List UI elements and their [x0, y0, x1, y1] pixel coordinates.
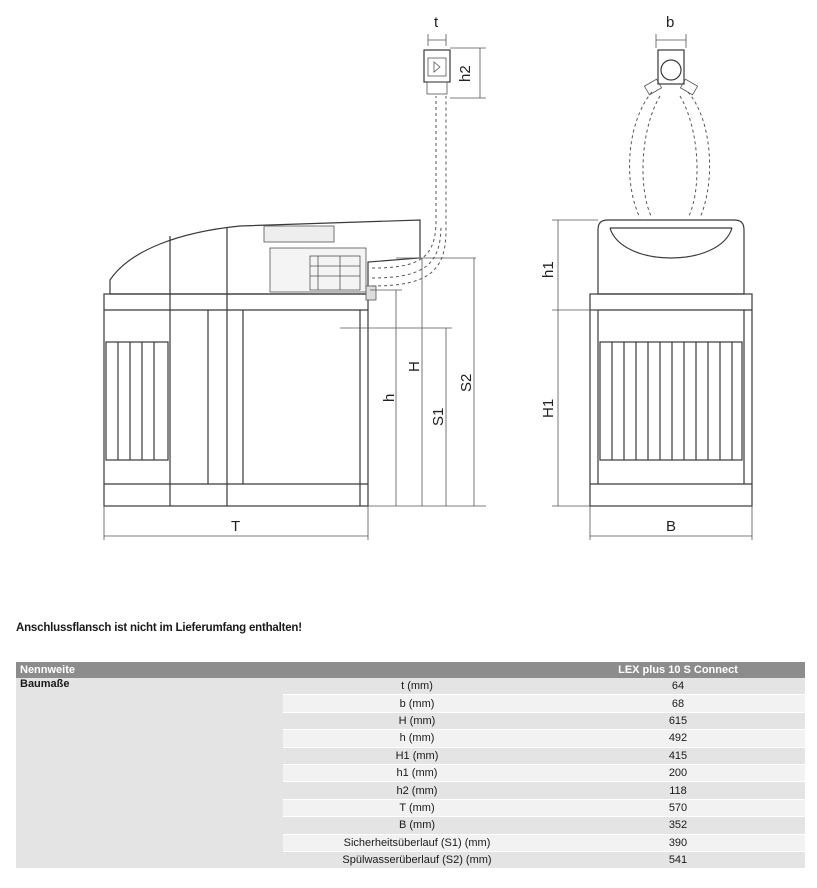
label-B: B — [666, 518, 677, 535]
row-label: h2 (mm) — [283, 782, 551, 799]
row-label: b (mm) — [283, 695, 551, 712]
row-value: 415 — [551, 747, 805, 764]
row-label: H1 (mm) — [283, 747, 551, 764]
side-view — [104, 34, 486, 540]
row-value: 492 — [551, 730, 805, 747]
row-label: H (mm) — [283, 712, 551, 729]
row-value: 390 — [551, 834, 805, 851]
row-label: Sicherheitsüberlauf (S1) (mm) — [283, 834, 551, 851]
header-spacer — [283, 662, 551, 678]
header-nennweite: Nennweite — [16, 662, 283, 678]
label-h1: h1 — [540, 261, 557, 278]
row-value: 68 — [551, 695, 805, 712]
table-row — [16, 678, 805, 695]
row-value: 352 — [551, 817, 805, 834]
scope-note: Anschlussflansch ist nicht im Lieferumfang enthalten! — [16, 622, 302, 634]
row-value: 200 — [551, 764, 805, 781]
row-label: T (mm) — [283, 799, 551, 816]
row-label: h1 (mm) — [283, 764, 551, 781]
label-b: b — [666, 14, 675, 31]
label-S1: S1 — [430, 407, 447, 426]
row-label: Spülwasserüberlauf (S2) (mm) — [283, 851, 551, 868]
label-T: T — [231, 518, 241, 535]
row-label: B (mm) — [283, 817, 551, 834]
row-value: 615 — [551, 712, 805, 729]
label-h2: h2 — [457, 65, 474, 82]
label-h: h — [381, 393, 398, 402]
label-t: t — [434, 14, 439, 31]
label-H1: H1 — [540, 398, 557, 418]
dimensions-table — [16, 662, 805, 869]
row-label: t (mm) — [283, 678, 551, 695]
row-value: 570 — [551, 799, 805, 816]
header-model: LEX plus 10 S Connect — [551, 662, 805, 678]
label-S2: S2 — [458, 373, 475, 392]
table-header-row — [16, 662, 805, 678]
row-value: 64 — [551, 678, 805, 695]
front-view — [552, 34, 752, 540]
group-label: Baumaße — [16, 678, 283, 869]
row-value: 541 — [551, 851, 805, 868]
label-H: H — [406, 361, 423, 372]
row-value: 118 — [551, 782, 805, 799]
row-label: h (mm) — [283, 730, 551, 747]
